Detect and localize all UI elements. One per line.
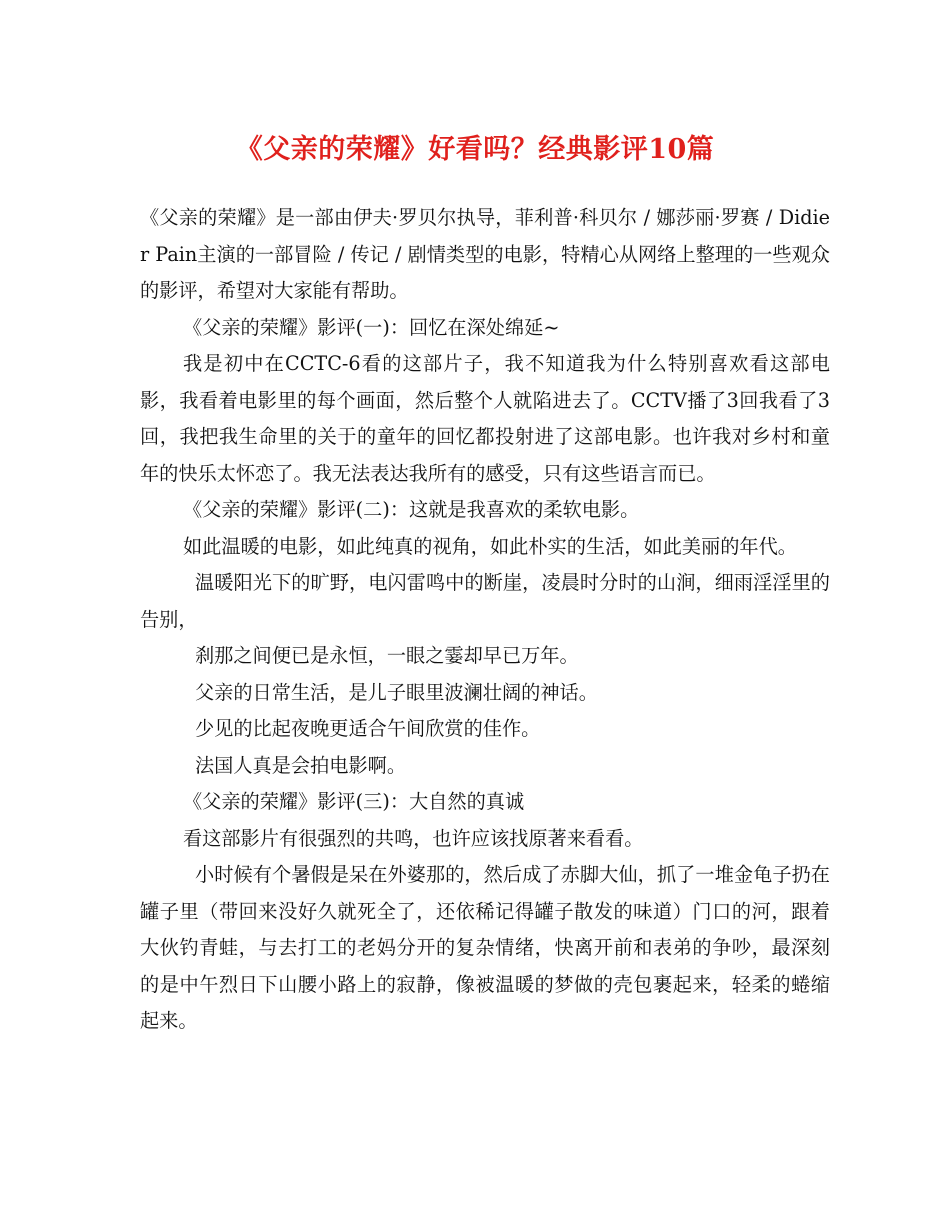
document-body [140,200,830,1040]
document-title: 《父亲的荣耀》好看吗？经典影评10篇 [235,134,715,165]
review-heading-3: 《父亲的荣耀》影评(三)：大自然的真诚 [183,790,525,813]
paragraph: 小时候有个暑假是呆在外婆那的，然后成了赤脚大仙，抓了一堆金龟子扔在罐子里（带回来没好久就死全了，还依稀记得罐子散发的味道）门口的河，跟着大伙钓青蛙，与去打工的老妈分开的复杂情绪，快离开前和表弟的争吵，最深刻的是中午烈日下山腰小路上的寂静，像被温暖的梦做的壳包裹起来，轻柔的蜷缩起来。 [140,863,830,1032]
paragraph: 温暖阳光下的旷野，电闪雷鸣中的断崖，凌晨时分时的山涧，细雨淫淫里的告别， [140,571,830,631]
paragraph-intro: 《父亲的荣耀》是一部由伊夫·罗贝尔执导，菲利普·科贝尔 / 娜莎丽·罗赛 / Didier Pain主演的一部冒险 / 传记 / 剧情类型的电影，特精心从网络上整理的一些观众的影评，希望对大家能有帮助。 [140,206,830,302]
paragraph: 看这部影片有很强烈的共鸣，也许应该找原著来看看。 [183,826,644,850]
review-heading-2: 《父亲的荣耀》影评(二)：这就是我喜欢的柔软电影。 [183,498,640,521]
review-heading-1: 《父亲的荣耀》影评(一)：回忆在深处绵延~ [183,315,560,339]
paragraph: 刹那之间便已是永恒，一眼之霎却早已万年。 [195,644,579,667]
paragraph: 父亲的日常生活，是儿子眼里波澜壮阔的神话。 [195,680,598,704]
paragraph: 如此温暖的电影，如此纯真的视角，如此朴实的生活，如此美丽的年代。 [183,534,797,558]
paragraph: 法国人真是会拍电影啊。 [195,753,407,777]
paragraph: 少见的比起夜晚更适合午间欣赏的佳作。 [195,717,541,740]
paragraph: 我是初中在CCTC-6看的这部片子，我不知道我为什么特别喜欢看这部电影，我看着电影里的每个画面，然后整个人就陷进去了。CCTV播了3回我看了3回，我把我生命里的关于的童年的回忆都投射进了这部电影。也许我对乡村和童年的快乐太怀恋了。我无法表达我所有的感受，只有这些语言而已。 [140,352,830,485]
